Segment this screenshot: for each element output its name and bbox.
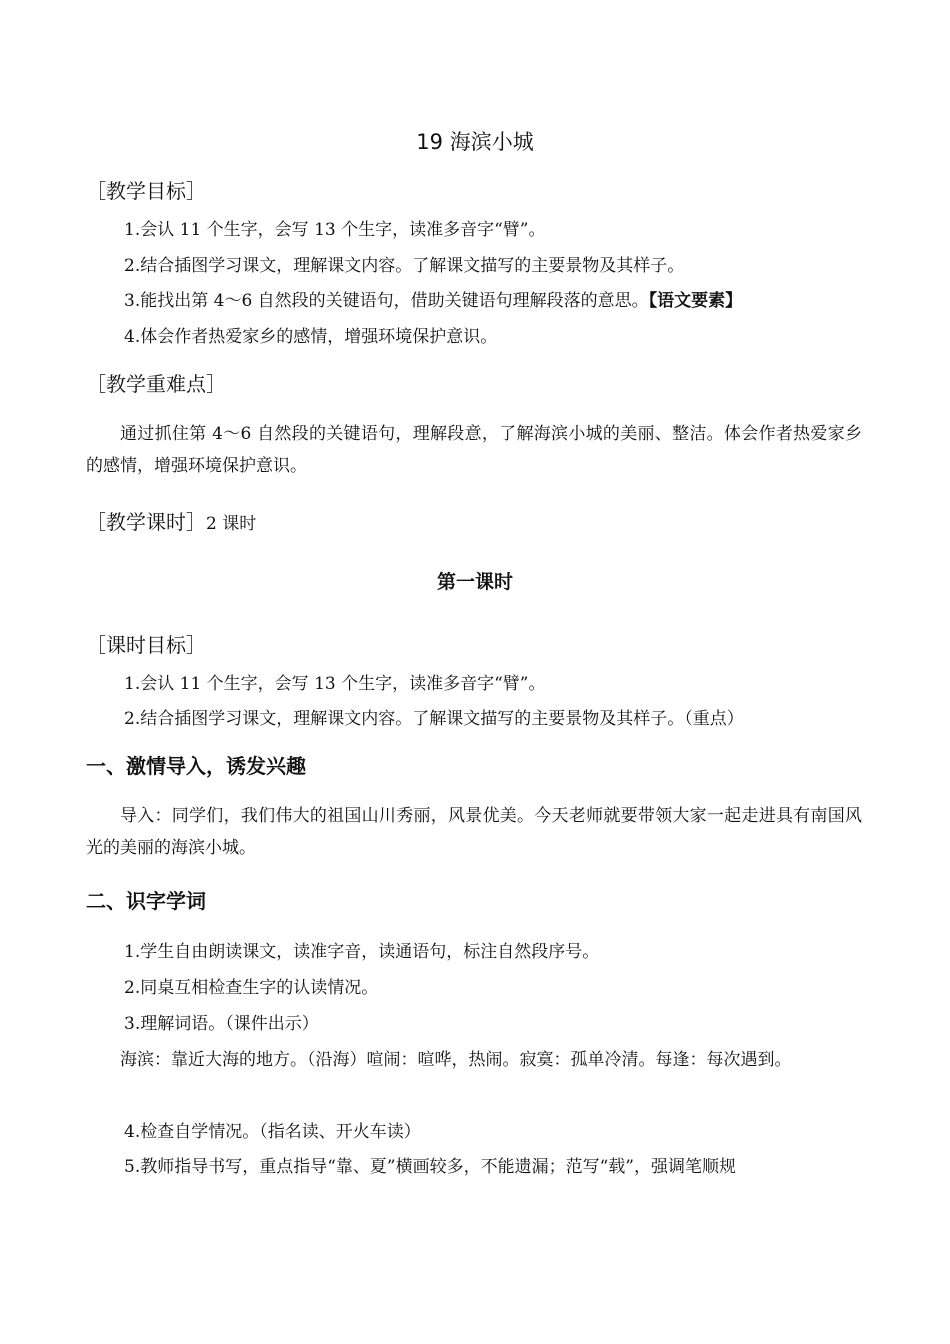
page-title: 19 海滨小城 — [416, 130, 534, 154]
lesson-hours-value: 2 课时 — [206, 514, 257, 534]
lesson-hours-heading: ［教学课时］ — [86, 510, 206, 534]
language-element-tag: 【语文要素】 — [648, 291, 743, 311]
section-2-item-2: 2.同桌互相检查生字的认读情况。 — [124, 978, 379, 998]
goal-item-4: 4.体会作者热爱家乡的感情，增强环境保护意识。 — [124, 327, 498, 347]
section-2-heading: 二、识字学词 — [86, 889, 206, 913]
key-points-heading — [86, 370, 226, 398]
goal-item-2: 2.结合插图学习课文，理解课文内容。了解课文描写的主要景物及其样子。 — [124, 256, 685, 276]
section-2-item-5: 5.教师指导书写，重点指导“靠、夏”横画较多，不能遗漏；范写“载”，强调笔顺规 — [124, 1157, 736, 1177]
section-2-item-1: 1.学生自由朗读课文，读准字音，读通语句，标注自然段序号。 — [124, 942, 600, 962]
first-lesson-heading: 第一课时 — [436, 571, 513, 593]
key-points-heading-text: ［教学重难点］ — [86, 372, 226, 396]
lesson-goal-item-1: 1.会认 11 个生字，会写 13 个生字，读准多音字“臂”。 — [124, 674, 546, 694]
lesson-goals-heading-text: ［课时目标］ — [86, 633, 206, 657]
goal-item-3 — [124, 290, 742, 312]
section-2-item-4: 4.检查自学情况。（指名读、开火车读） — [124, 1122, 421, 1142]
lesson-goal-item-2: 2.结合插图学习课文，理解课文内容。了解课文描写的主要景物及其样子。（重点） — [124, 709, 744, 729]
lesson-hours — [86, 508, 256, 538]
section-2-item-3: 3.理解词语。（课件出示） — [124, 1014, 319, 1034]
section-1-heading: 一、激情导入，诱发兴趣 — [86, 754, 306, 778]
key-points-text: 通过抓住第 4～6 自然段的关键语句，理解段意，了解海滨小城的美丽、整洁。体会作者热爱家乡的感情，增强环境保护意识。 — [86, 424, 862, 476]
lesson-goals-heading — [86, 631, 206, 659]
goal-item-1: 1.会认 11 个生字，会写 13 个生字，读准多音字“臂”。 — [124, 220, 546, 240]
goals-heading — [86, 177, 206, 205]
vocab-text: 海滨：靠近大海的地方。（沿海）喧闹：喧哗，热闹。寂寞：孤单冷清。每逢：每次遇到。 — [120, 1050, 792, 1070]
goals-heading-text: ［教学目标］ — [86, 179, 206, 203]
section-1-text: 导入：同学们，我们伟大的祖国山川秀丽，风景优美。今天老师就要带领大家一起走进具有南国风光的美丽的海滨小城。 — [86, 806, 862, 858]
goal-item-3-text: 3.能找出第 4～6 自然段的关键语句，借助关键语句理解段落的意思。 — [124, 291, 649, 311]
